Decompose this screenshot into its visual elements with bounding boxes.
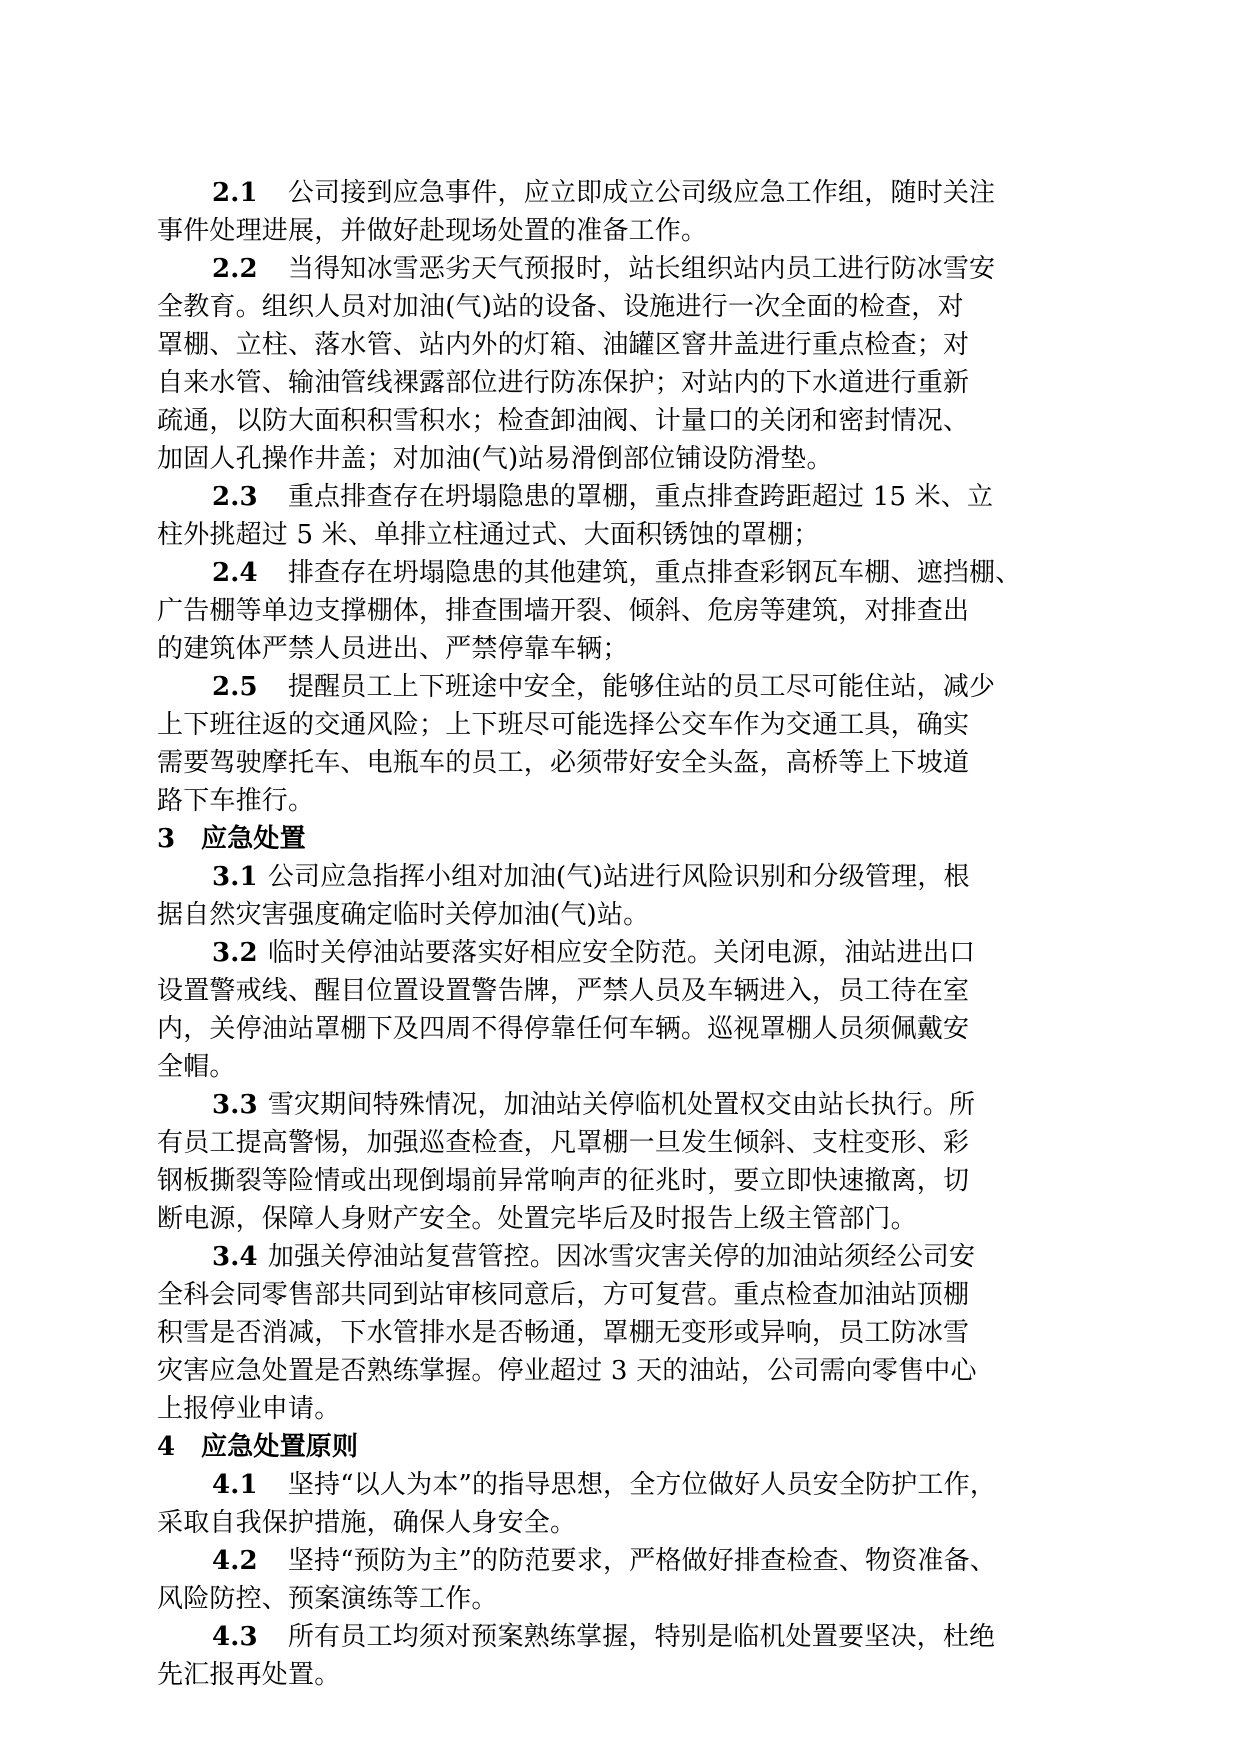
paragraph-text: 积雪是否消减，下水管排水是否畅通，罩棚无变形或异响，员工防冰雪: [157, 1318, 970, 1348]
section-number: 3.4: [212, 1242, 258, 1272]
heading-number: 3: [157, 824, 176, 854]
section-number: 4.2: [212, 1546, 258, 1576]
paragraph-text: 断电源，保障人身财产安全。处置完毕后及时报告上级主管部门。: [157, 1204, 917, 1234]
paragraph-3-3-line-4: [157, 1200, 1085, 1238]
paragraph-2-5-line-1: [212, 668, 1085, 706]
paragraph-text: 柱外挑超过 5 米、单排立柱通过式、大面积锈蚀的罩棚；: [157, 520, 820, 550]
heading-title: 应急处置原则: [201, 1432, 359, 1462]
paragraph-text: 风险防控、预案演练等工作。: [157, 1584, 498, 1614]
paragraph-3-4-line-5: [157, 1390, 1085, 1428]
paragraph-2-2-line-3: [157, 326, 1085, 364]
paragraph-text: 上报停业申请。: [157, 1394, 341, 1424]
paragraph-text: 需要驾驶摩托车、电瓶车的员工，必须带好安全头盔，高桥等上下坡道: [157, 748, 970, 778]
paragraph-text: 全帽。: [157, 1052, 236, 1082]
paragraph-text: 加强关停油站复营管控。因冰雪灾害关停的加油站须经公司安: [267, 1242, 976, 1272]
section-heading-3: [157, 820, 1085, 858]
paragraph-4-1-line-2: [157, 1504, 1085, 1542]
paragraph-text: 自来水管、输油管线裸露部位进行防冻保护；对站内的下水道进行重新: [157, 368, 970, 398]
paragraph-3-1-line-1: [212, 858, 1085, 896]
paragraph-3-1-line-2: [157, 896, 1085, 934]
paragraph-4-2-line-1: [212, 1542, 1085, 1580]
section-number: 2.2: [212, 254, 258, 284]
paragraph-text: 公司应急指挥小组对加油(气)站进行风险识别和分级管理，根: [267, 862, 970, 892]
paragraph-2-3-line-1: [212, 478, 1085, 516]
paragraph-text: 路下车推行。: [157, 786, 315, 816]
paragraph-text: 的建筑体严禁人员进出、严禁停靠车辆；: [157, 634, 629, 664]
section-number: 4.3: [212, 1622, 258, 1652]
paragraph-text: 加固人孔操作井盖；对加油(气)站易滑倒部位铺设防滑垫。: [157, 444, 833, 474]
heading-title: 应急处置: [201, 824, 306, 854]
paragraph-3-4-line-2: [157, 1276, 1085, 1314]
paragraph-text: 据自然灾害强度确定临时关停加油(气)站。: [157, 900, 650, 930]
section-number: 4.1: [212, 1470, 258, 1500]
paragraph-2-3-line-2: [157, 516, 1085, 554]
paragraph-2-2-line-2: [157, 288, 1085, 326]
paragraph-text: 事件处理进展，并做好赴现场处置的准备工作。: [157, 216, 708, 246]
section-number: 2.3: [212, 482, 258, 512]
paragraph-2-1-line-2: [157, 212, 1085, 250]
paragraph-text: 临时关停油站要落实好相应安全防范。关闭电源，油站进出口: [267, 938, 976, 968]
paragraph-2-4-line-1: [212, 554, 1085, 592]
paragraph-3-3-line-1: [212, 1086, 1085, 1124]
paragraph-text: 罩棚、立柱、落水管、站内外的灯箱、油罐区窨井盖进行重点检查；对: [157, 330, 970, 360]
heading-number: 4: [157, 1432, 176, 1462]
section-heading-4: [157, 1428, 1085, 1466]
paragraph-2-4-line-2: [157, 592, 1085, 630]
paragraph-text: 有员工提高警惕，加强巡查检查，凡罩棚一旦发生倾斜、支柱变形、彩: [157, 1128, 970, 1158]
paragraph-text: 所有员工均须对预案熟练掌握，特别是临机处置要坚决，杜绝: [287, 1622, 996, 1652]
section-number: 2.1: [212, 178, 258, 208]
paragraph-text: 坚持“以人为本”的指导思想，全方位做好人员安全防护工作，: [287, 1470, 997, 1500]
paragraph-text: 灾害应急处置是否熟练掌握。停业超过 3 天的油站，公司需向零售中心: [157, 1356, 977, 1386]
paragraph-text: 采取自我保护措施，确保人身安全。: [157, 1508, 577, 1538]
paragraph-3-4-line-1: [212, 1238, 1085, 1276]
paragraph-4-2-line-2: [157, 1580, 1085, 1618]
paragraph-3-2-line-3: [157, 1010, 1085, 1048]
paragraph-4-3-line-2: [157, 1656, 1085, 1694]
paragraph-2-4-line-3: [157, 630, 1085, 668]
paragraph-2-5-line-3: [157, 744, 1085, 782]
paragraph-2-2-line-1: [212, 250, 1085, 288]
paragraph-3-3-line-3: [157, 1162, 1085, 1200]
paragraph-text: 上下班往返的交通风险；上下班尽可能选择公交车作为交通工具，确实: [157, 710, 970, 740]
paragraph-text: 排查存在坍塌隐患的其他建筑，重点排查彩钢瓦车棚、遮挡棚、: [287, 558, 1022, 588]
paragraph-3-2-line-4: [157, 1048, 1085, 1086]
paragraph-2-2-line-6: [157, 440, 1085, 478]
paragraph-text: 内，关停油站罩棚下及四周不得停靠任何车辆。巡视罩棚人员须佩戴安: [157, 1014, 970, 1044]
paragraph-3-2-line-1: [212, 934, 1085, 972]
paragraph-2-5-line-2: [157, 706, 1085, 744]
paragraph-4-3-line-1: [212, 1618, 1085, 1656]
paragraph-3-4-line-3: [157, 1314, 1085, 1352]
section-number: 3.3: [212, 1090, 258, 1120]
paragraph-text: 广告棚等单边支撑棚体，排查围墙开裂、倾斜、危房等建筑，对排查出: [157, 596, 970, 626]
paragraph-text: 钢板撕裂等险情或出现倒塌前异常响声的征兆时，要立即快速撤离，切: [157, 1166, 970, 1196]
paragraph-text: 全科会同零售部共同到站审核同意后，方可复营。重点检查加油站顶棚: [157, 1280, 970, 1310]
paragraph-text: 公司接到应急事件，应立即成立公司级应急工作组，随时关注: [287, 178, 996, 208]
paragraph-text: 设置警戒线、醒目位置设置警告牌，严禁人员及车辆进入，员工待在室: [157, 976, 970, 1006]
paragraph-2-5-line-4: [157, 782, 1085, 820]
section-number: 2.4: [212, 558, 258, 588]
paragraph-4-1-line-1: [212, 1466, 1085, 1504]
paragraph-text: 重点排查存在坍塌隐患的罩棚，重点排查跨距超过 15 米、立: [287, 482, 994, 512]
paragraph-text: 雪灾期间特殊情况，加油站关停临机处置权交由站长执行。所: [267, 1090, 976, 1120]
paragraph-text: 全教育。组织人员对加油(气)站的设备、设施进行一次全面的检查，对: [157, 292, 964, 322]
section-number: 3.2: [212, 938, 258, 968]
paragraph-3-4-line-4: [157, 1352, 1085, 1390]
paragraph-3-3-line-2: [157, 1124, 1085, 1162]
paragraph-text: 疏通，以防大面积积雪积水；检查卸油阀、计量口的关闭和密封情况、: [157, 406, 970, 436]
paragraph-text: 提醒员工上下班途中安全，能够住站的员工尽可能住站，减少: [287, 672, 996, 702]
paragraph-2-2-line-5: [157, 402, 1085, 440]
paragraph-2-1-line-1: [212, 174, 1085, 212]
paragraph-3-2-line-2: [157, 972, 1085, 1010]
paragraph-2-2-line-4: [157, 364, 1085, 402]
paragraph-text: 当得知冰雪恶劣天气预报时，站长组织站内员工进行防冰雪安: [287, 254, 996, 284]
section-number: 2.5: [212, 672, 258, 702]
paragraph-text: 先汇报再处置。: [157, 1660, 341, 1690]
section-number: 3.1: [212, 862, 258, 892]
paragraph-text: 坚持“预防为主”的防范要求，严格做好排查检查、物资准备、: [287, 1546, 997, 1576]
